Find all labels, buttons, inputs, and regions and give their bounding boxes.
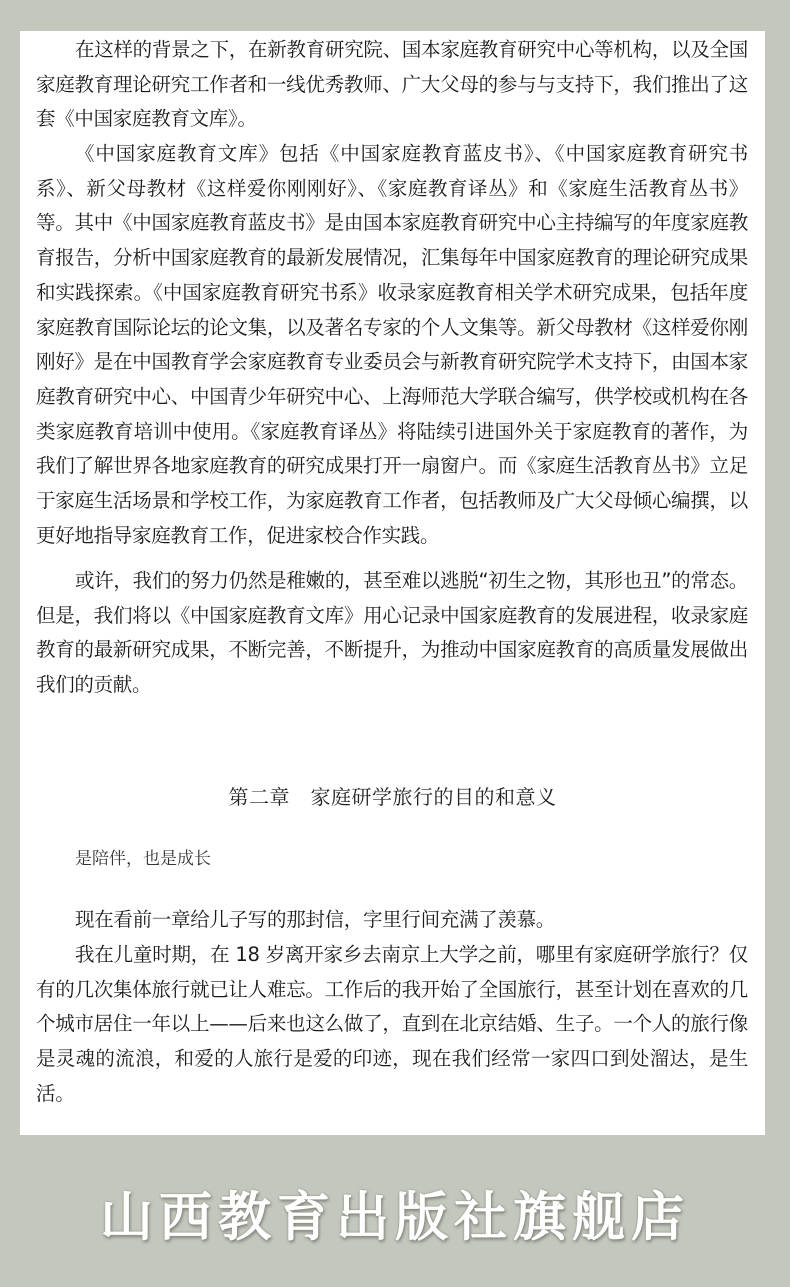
- chapter-paragraph-1: 现在看前一章给儿子写的那封信，字里行间充满了羡慕。: [75, 908, 556, 931]
- chapter-paragraph-2: 我在儿童时期，在 18 岁离开家乡去南京上大学之前，哪里有家庭研学旅行？仅有的几次集体旅行就已让人难忘。工作后的我开始了全国旅行，甚至计划在喜欢的几个城市居住一年以上——后来也这么做了，直到在北京结婚、生子。一个人的旅行像是灵魂的流浪，和爱的人旅行是爱的印迹，现在我们经常一家四口到处溜达，是生活。: [36, 943, 748, 1105]
- chapter-title: 第二章 家庭研学旅行的目的和意义: [228, 785, 557, 809]
- intro-paragraph-3: 或许，我们的努力仍然是稚嫩的，甚至难以逃脱“初生之物，其形也丑”的常态。但是，我们将以《中国家庭教育文库》用心记录中国家庭教育的发展进程，收录家庭教育的最新研究成果，不断完善，不断提升，为推动中国家庭教育的高质量发展做出我们的贡献。: [36, 569, 748, 697]
- section-title: 是陪伴，也是成长: [75, 849, 211, 869]
- book-page: [20, 31, 765, 1135]
- intro-paragraph-2: 《中国家庭教育文库》包括《中国家庭教育蓝皮书》、《中国家庭教育研究书系》、新父母教材《这样爱你刚刚好》、《家庭教育译丛》和《家庭生活教育丛书》等。其中《中国家庭教育蓝皮书》是由国本家庭教育研究中心主持编写的年度家庭教育报告，分析中国家庭教育的最新发展情况，汇集每年中国家庭教育的理论研究成果和实践探索。《中国家庭教育研究书系》收录家庭教育相关学术研究成果，包括年度家庭教育国际论坛的论文集，以及著名专家的个人文集等。新父母教材《这样爱你刚刚好》是在中国教育学会家庭教育专业委员会与新教育研究院学术支持下，由国本家庭教育研究中心、中国青少年研究中心、上海师范大学联合编写，供学校或机构在各类家庭教育培训中使用。《家庭教育译丛》将陆续引进国外关于家庭教育的著作，为我们了解世界各地家庭教育的研究成果打开一扇窗户。而《家庭生活教育丛书》立足于家庭生活场景和学校工作，为家庭教育工作者，包括教师及广大父母倾心编撰，以更好地指导家庭教育工作，促进家校合作实践。: [36, 142, 748, 547]
- intro-paragraph-1: 在这样的背景之下，在新教育研究院、国本家庭教育研究中心等机构，以及全国家庭教育理论研究工作者和一线优秀教师、广大父母的参与与支持下，我们推出了这套《中国家庭教育文库》。: [36, 38, 748, 131]
- store-banner: 山西教育出版社旗舰店: [100, 1187, 690, 1248]
